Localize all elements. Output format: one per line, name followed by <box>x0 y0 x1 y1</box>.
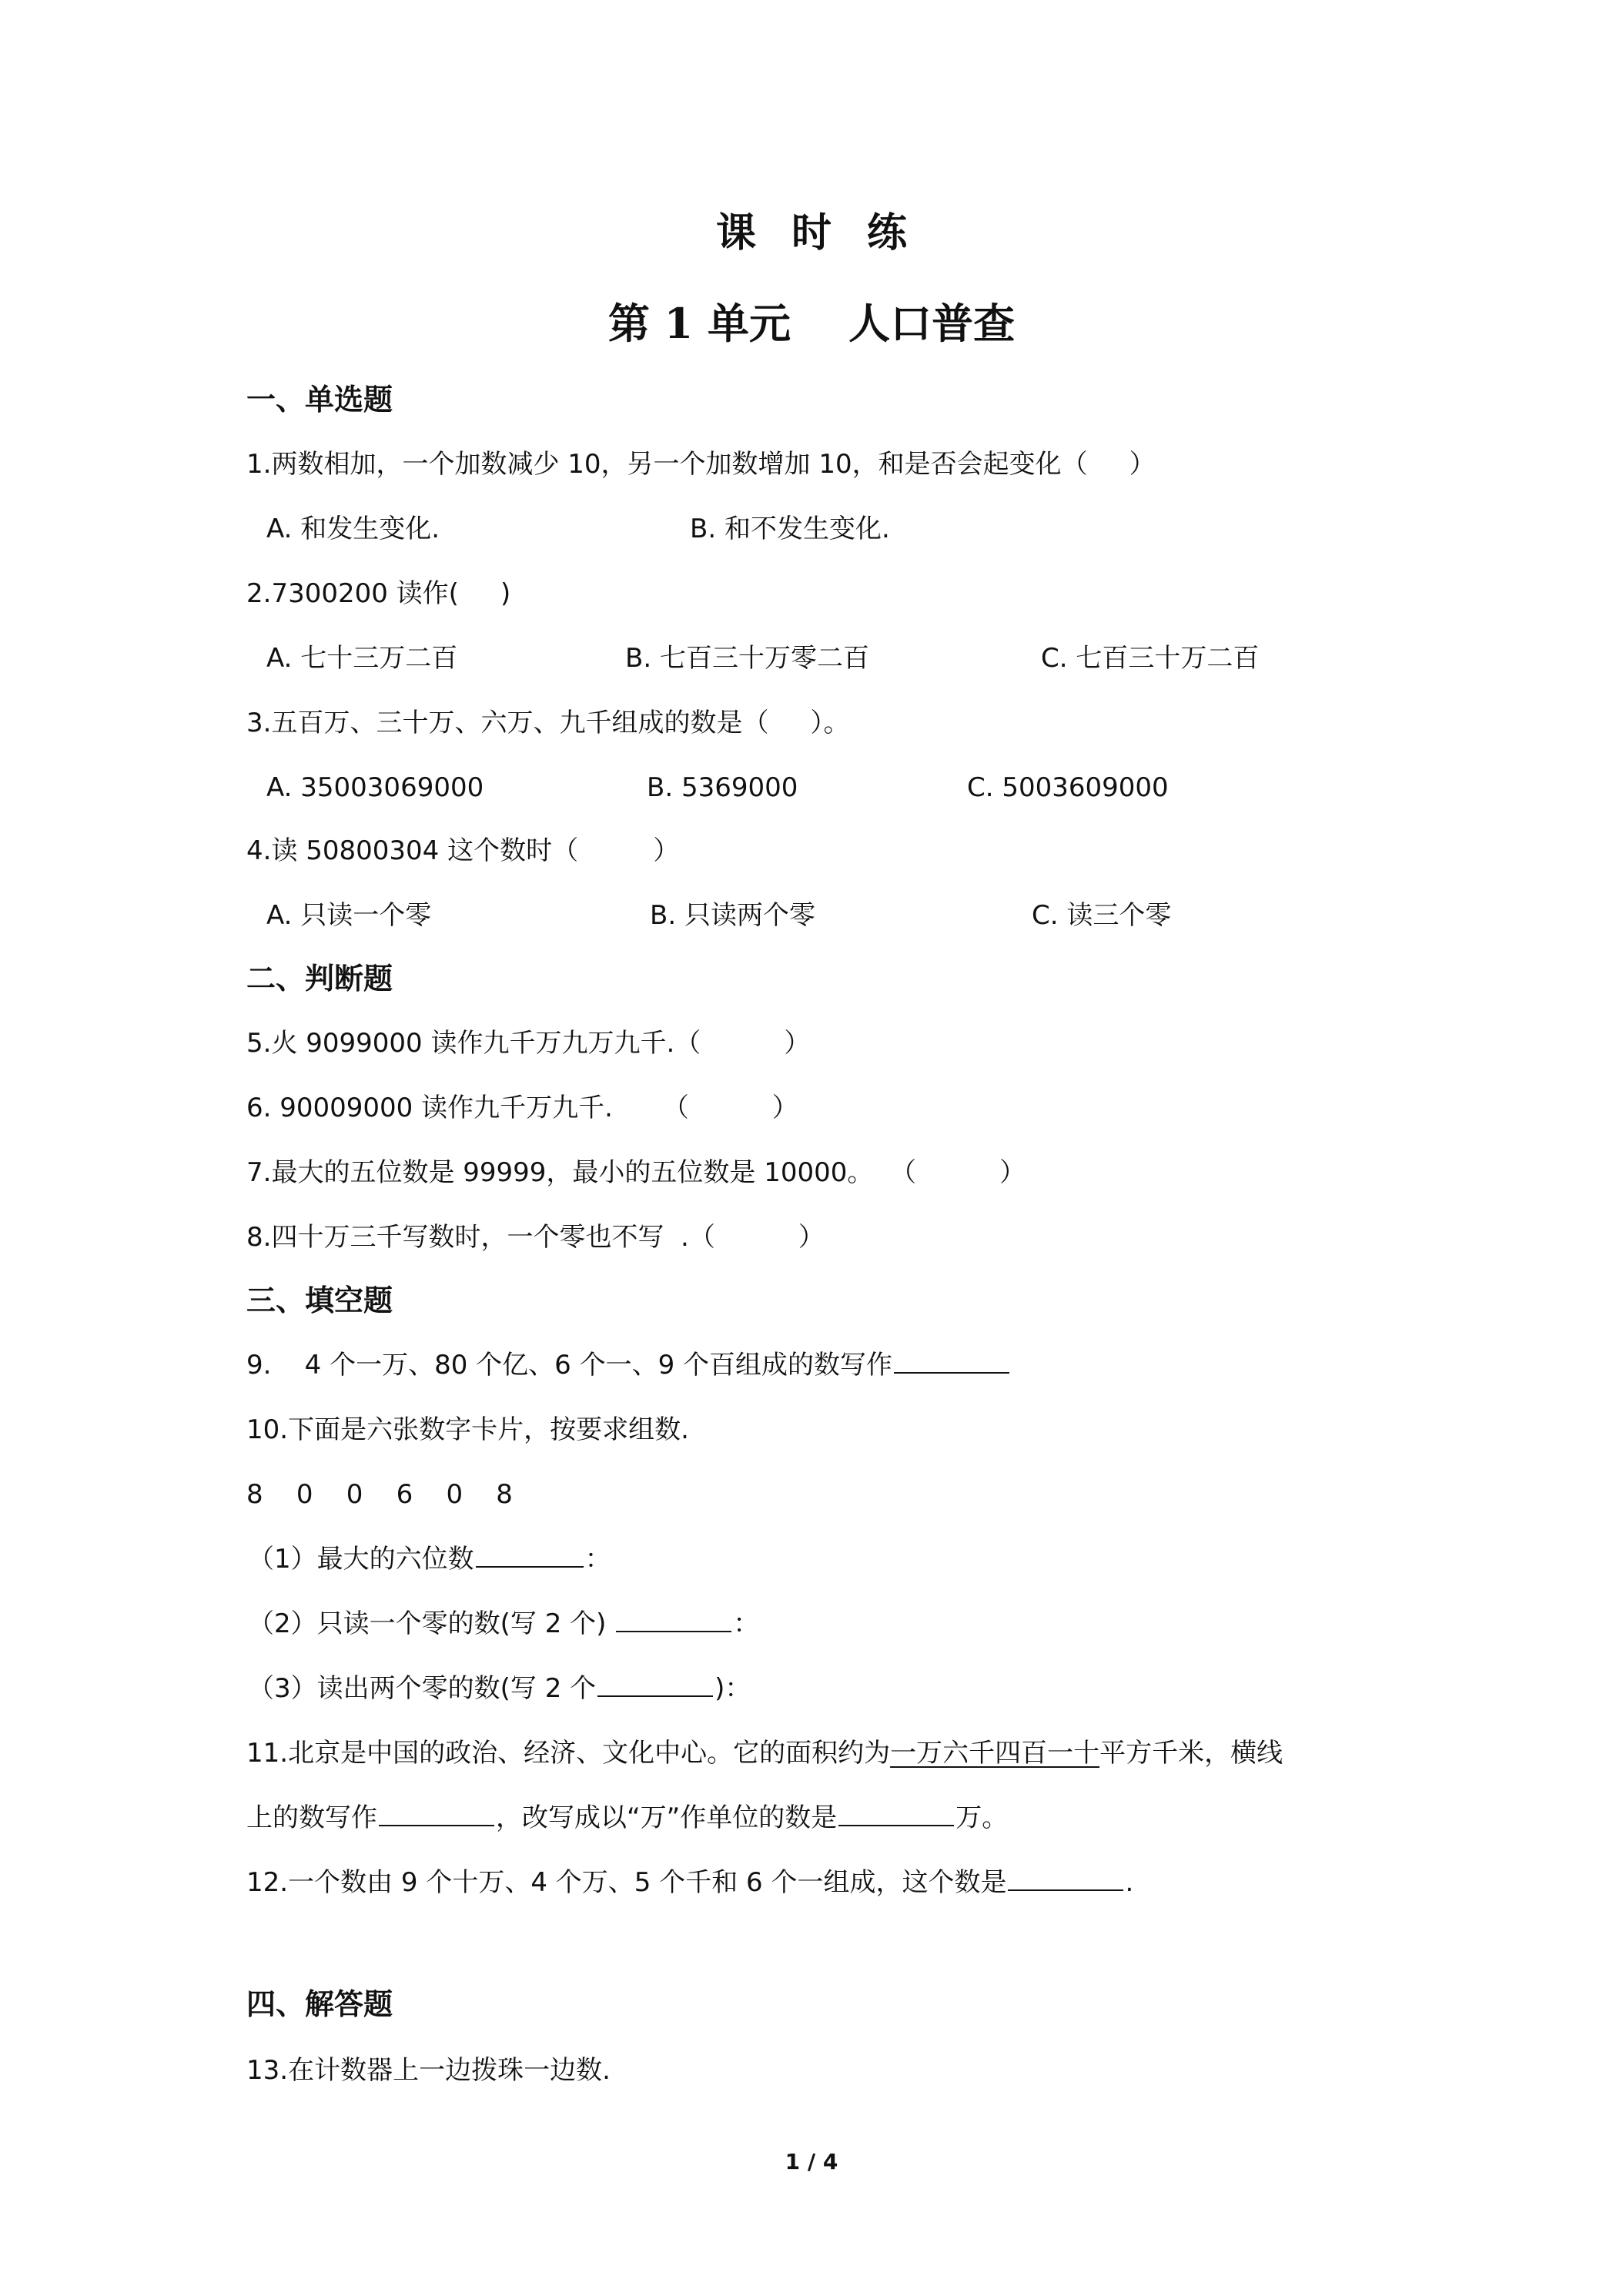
question-4-option-a: A. 只读一个零 <box>266 900 432 931</box>
question-1-option-a: A. 和发生变化. <box>266 514 440 544</box>
answer-blank[interactable] <box>894 1349 1009 1374</box>
question-9-text: 9. 4 个一万、80 个亿、6 个一、9 个百组成的数写作 <box>246 1350 893 1381</box>
question-12-end: . <box>1125 1867 1134 1898</box>
question-11-line-2-end: 万。 <box>955 1802 1009 1833</box>
question-4: 4.读 50800304 这个数时（ ） <box>246 835 680 866</box>
answer-blank[interactable] <box>597 1672 713 1697</box>
part-2-text: （2）只读一个零的数(写 2 个) <box>248 1608 615 1639</box>
answer-blank[interactable] <box>838 1802 954 1826</box>
question-2: 2.7300200 读作( ) <box>246 578 511 609</box>
question-11-line-2-text: 上的数写作 <box>246 1802 377 1833</box>
digit-cards: 8 0 0 6 0 8 <box>246 1479 513 1510</box>
page-number: 1 / 4 <box>785 2149 838 2174</box>
question-1: 1.两数相加，一个加数减少 10，另一个加数增加 10，和是否会起变化（ ） <box>246 449 1156 480</box>
question-1-option-b: B. 和不发生变化. <box>690 514 890 544</box>
question-10-part-1 <box>248 1541 611 1577</box>
question-4-option-c: C. 读三个零 <box>1032 900 1172 931</box>
page-subtitle: 第 1 单元 人口普查 <box>607 299 1016 348</box>
section-heading-fill-blank: 三、填空题 <box>246 1284 393 1317</box>
question-4-option-b: B. 只读两个零 <box>650 900 815 931</box>
section-heading-solve: 四、解答题 <box>246 1987 393 2021</box>
section-heading-true-false: 二、判断题 <box>246 962 393 996</box>
question-12 <box>246 1865 1133 1900</box>
part-1-colon: ： <box>584 1544 611 1575</box>
part-2-colon: ： <box>733 1608 760 1639</box>
answer-blank[interactable] <box>616 1608 731 1632</box>
question-13: 13.在计数器上一边拨珠一边数. <box>246 2055 611 2086</box>
question-10-part-3 <box>248 1671 751 1706</box>
part-3-text: （3）读出两个零的数(写 2 个 <box>248 1673 597 1704</box>
answer-blank[interactable] <box>379 1802 494 1826</box>
question-12-text: 12.一个数由 9 个十万、4 个万、5 个千和 6 个一组成，这个数是 <box>246 1867 1007 1898</box>
section-heading-single-choice: 一、单选题 <box>246 383 393 417</box>
question-10: 10.下面是六张数字卡片，按要求组数. <box>246 1414 689 1445</box>
question-2-option-a: A. 七十三万二百 <box>266 643 458 674</box>
part-1-text: （1）最大的六位数 <box>248 1544 474 1575</box>
question-10-part-2 <box>248 1606 759 1642</box>
question-11-text-tail: 平方千米，横线 <box>1099 1738 1283 1769</box>
question-11-text: 11.北京是中国的政治、经济、文化中心。它的面积约为 <box>246 1738 891 1769</box>
underlined-number-words: 一万六千四百一十 <box>890 1738 1100 1769</box>
question-3-option-a: A. 35003069000 <box>266 772 484 803</box>
question-2-option-b: B. 七百三十万零二百 <box>625 643 869 674</box>
question-2-option-c: C. 七百三十万二百 <box>1041 643 1260 674</box>
question-11-line-2 <box>246 1800 1008 1836</box>
page-title: 课时练 <box>715 209 942 256</box>
question-7: 7.最大的五位数是 99999，最小的五位数是 10000。 （ ） <box>246 1157 1026 1188</box>
question-9 <box>246 1347 1011 1383</box>
part-3-close: )： <box>714 1673 751 1704</box>
question-11-line-1 <box>246 1735 1283 1771</box>
question-5: 5.火 9099000 读作九千万九万九千.（ ） <box>246 1028 811 1059</box>
answer-blank[interactable] <box>1008 1866 1123 1891</box>
answer-blank[interactable] <box>476 1543 584 1568</box>
question-3: 3.五百万、三十万、六万、九千组成的数是（ ）。 <box>246 708 850 738</box>
question-3-option-c: C. 5003609000 <box>967 772 1169 803</box>
question-11-line-2-mid: ，改写成以“万”作单位的数是 <box>496 1802 838 1833</box>
question-3-option-b: B. 5369000 <box>647 772 798 803</box>
question-8: 8.四十万三千写数时，一个零也不写 .（ ） <box>246 1222 825 1253</box>
question-6: 6. 90009000 读作九千万九千. （ ） <box>246 1093 798 1123</box>
